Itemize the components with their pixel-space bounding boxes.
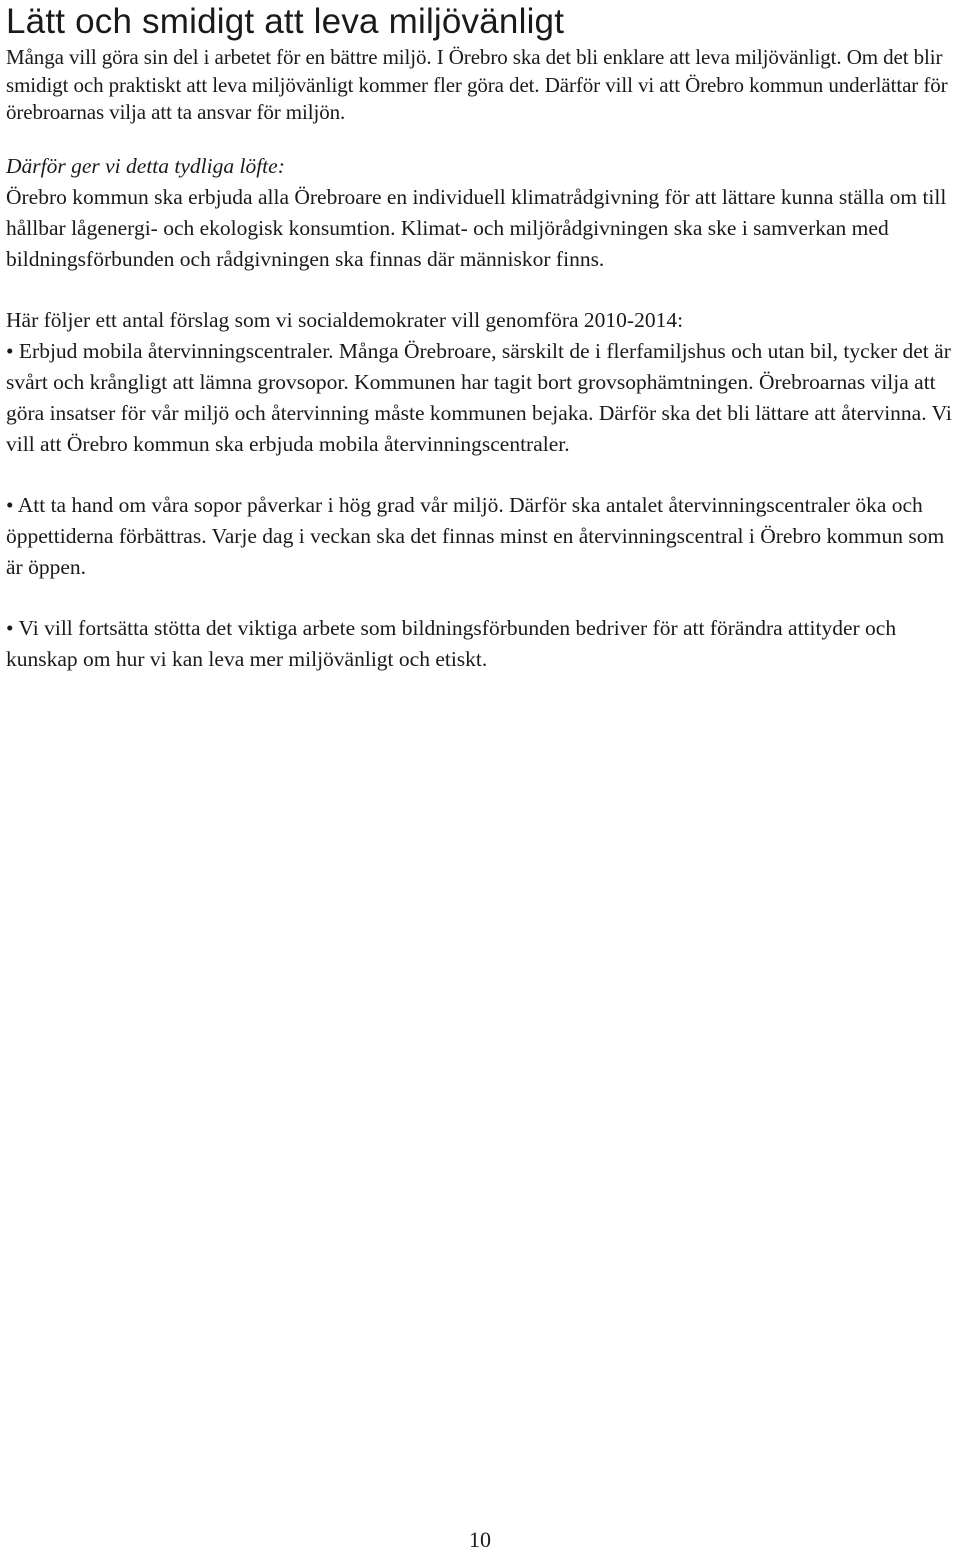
bullet-icon: • (6, 615, 14, 640)
proposals-intro: Här följer ett antal förslag som vi socialdemokrater vill genomföra 2010-2014: (6, 307, 684, 332)
bullet-icon: • (6, 338, 14, 363)
promise-paragraph: Örebro kommun ska erbjuda alla Örebroare en individuell klimatrådgivning för att lättare kunna ställa om till hållbar lågenergi- och ekologisk konsumtion. Klimat- och miljörådgivningen ska ske i samverkan med bildningsförbunden och rådgivningen ska finnas där människor finns. (6, 184, 947, 271)
bullet-icon: • (6, 492, 14, 517)
intro-paragraph: Många vill göra sin del i arbetet för en bättre miljö. I Örebro ska det bli enklare att leva miljövänligt. Om det blir smidigt och praktiskt att leva miljövänligt kommer fler göra det. Därför vill vi att Örebro kommun underlättar för örebroarnas vilja att ta ansvar för miljön. (6, 45, 948, 124)
document-page (6, 0, 956, 675)
page-number: 10 (469, 1527, 491, 1552)
proposal-item-text: Vi vill fortsätta stötta det viktiga arbete som bildningsförbunden bedriver för att förändra attityder och kunskap om hur vi kan leva mer miljövänligt och etiskt. (6, 615, 897, 671)
proposal-item-1 (6, 336, 956, 460)
proposal-item-text: Att ta hand om våra sopor påverkar i hög grad vår miljö. Därför ska antalet återvinningscentraler öka och öppettiderna förbättras. Varje dag i veckan ska det finnas minst en återvinningscentral i Örebro kommun som är öppen. (6, 492, 945, 579)
promise-heading: Därför ger vi detta tydliga löfte: (6, 153, 285, 178)
proposal-item-3 (6, 613, 956, 675)
page-title: Lätt och smidigt att leva miljövänligt (6, 2, 565, 41)
proposal-item-2 (6, 490, 956, 583)
proposal-item-text: Erbjud mobila återvinningscentraler. Många Örebroare, särskilt de i flerfamiljshus och utan bil, tycker det är svårt och krångligt att lämna grovsopor. Kommunen har tagit bort grovsophämtningen. Örebroarnas vilja att göra insatser för vår miljö och återvinning måste kommunen bejaka. Därför ska det bli lättare att återvinna. Vi vill att Örebro kommun ska erbjuda mobila återvinningscentraler. (6, 338, 952, 456)
